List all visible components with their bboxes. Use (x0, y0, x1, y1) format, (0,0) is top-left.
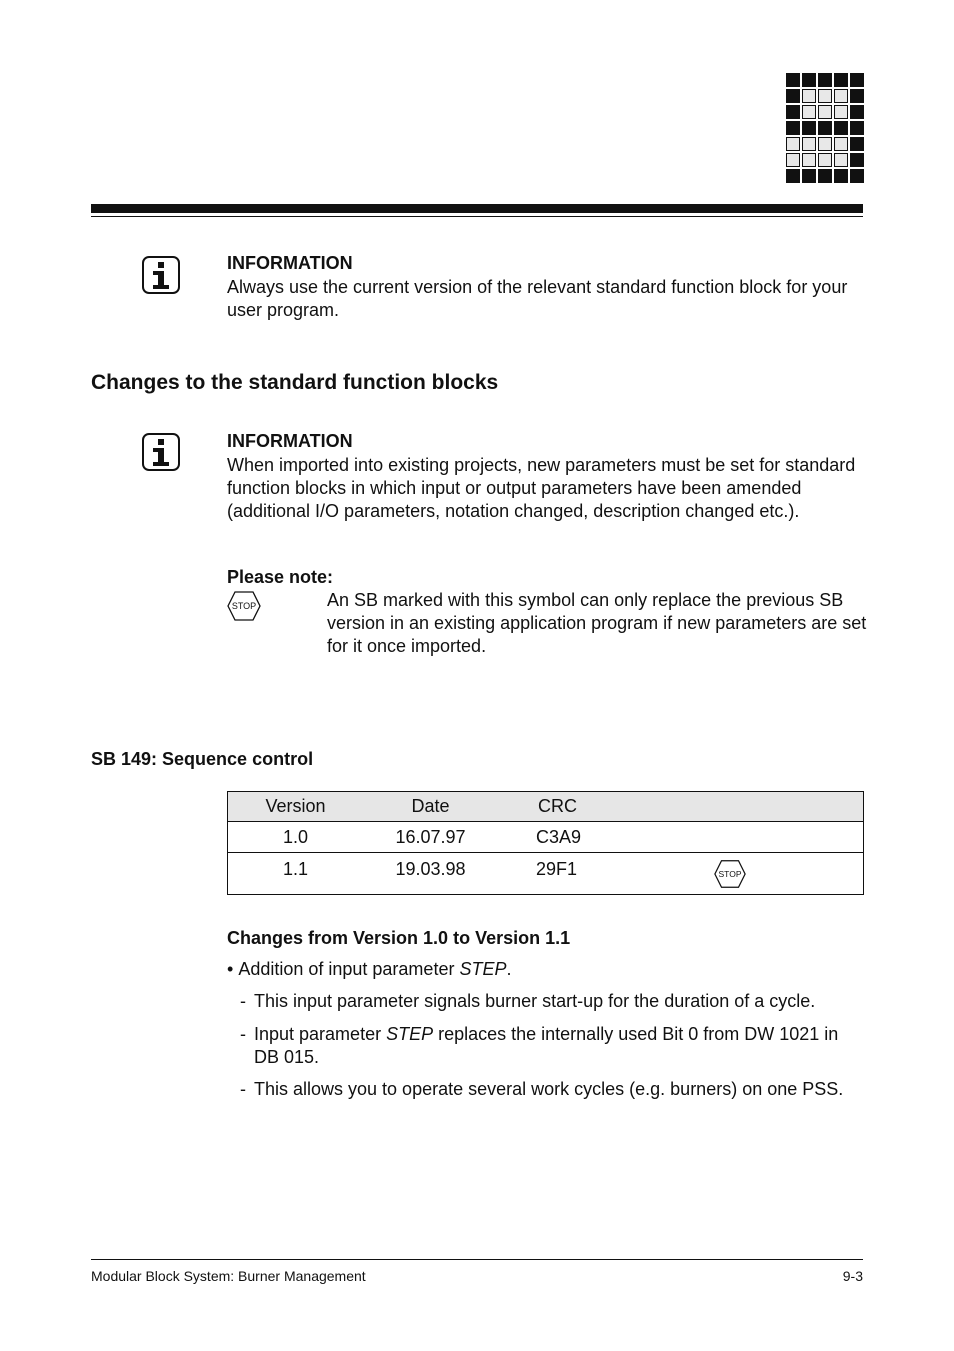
dash-mark: - (240, 991, 246, 1011)
bullet-item (227, 958, 511, 981)
dash-item-2 (254, 1023, 854, 1069)
header-note (638, 792, 864, 822)
cell-note (638, 822, 864, 853)
dash-mark: - (240, 1024, 246, 1044)
cell-stop (638, 853, 864, 895)
cell-version: 1.0 (228, 822, 364, 853)
info-label-1: INFORMATION (227, 253, 353, 273)
version-table (227, 791, 864, 895)
please-note-label: Please note: (227, 567, 334, 587)
info-text-1: Always use the current version of the relevant standard function block for your user program. (227, 277, 848, 320)
dash-mark: - (240, 1079, 246, 1099)
bullet-mark: • (227, 959, 239, 979)
stop-note-text: An SB marked with this symbol can only replace the previous SB version in an existing application program if new parameters are set for it once imported. (327, 590, 867, 656)
cell-crc: C3A9 (498, 822, 638, 853)
bullet-param: STEP (459, 959, 507, 979)
header-crc: CRC (498, 792, 638, 822)
dash-item-1: This input parameter signals burner start-up for the duration of a cycle. (254, 991, 816, 1011)
table-row (228, 853, 864, 895)
changes-heading: Changes from Version 1.0 to Version 1.1 (227, 928, 571, 948)
information-icon (142, 256, 180, 294)
page-number: 9-3 (842, 1268, 863, 1284)
svg-text:STOP: STOP (231, 601, 257, 611)
company-logo (786, 73, 864, 183)
header-rule-thick (91, 204, 863, 213)
svg-text:STOP: STOP (718, 868, 742, 879)
footer-title: Modular Block System: Burner Management (91, 1268, 366, 1284)
bullet-prefix: Addition of input parameter (238, 959, 460, 979)
dash-item-3: This allows you to operate several work cycles (e.g. burners) on one PSS. (254, 1079, 844, 1099)
section-heading: Changes to the standard function blocks (91, 371, 499, 394)
table-header-row (228, 792, 864, 822)
cell-date: 16.07.97 (363, 822, 498, 853)
cell-date: 19.03.98 (363, 853, 498, 895)
header-version: Version (228, 792, 364, 822)
bullet-suffix: . (506, 959, 512, 979)
information-icon (142, 433, 180, 471)
footer-rule (91, 1259, 863, 1260)
cell-version: 1.1 (228, 853, 364, 895)
info-text-2: When imported into existing projects, new parameters must be set for standard function blocks in which input or output parameters have been amended (additional I/O parameters, notation changed, description changed etc.). (227, 455, 856, 521)
cell-crc: 29F1 (498, 853, 638, 895)
table-row (228, 822, 864, 853)
sb-heading: SB 149: Sequence control (91, 749, 314, 769)
dash-2-suffix: replaces the internally used Bit 0 from DW 1021 in DB 015. (254, 1024, 839, 1067)
stop-icon (226, 590, 262, 622)
header-date: Date (363, 792, 498, 822)
dash-2-prefix: Input parameter (254, 1024, 387, 1044)
stop-icon (713, 858, 863, 890)
header-rule-thin (91, 216, 863, 217)
info-label-2: INFORMATION (227, 431, 353, 451)
dash-2-param: STEP (386, 1024, 434, 1044)
